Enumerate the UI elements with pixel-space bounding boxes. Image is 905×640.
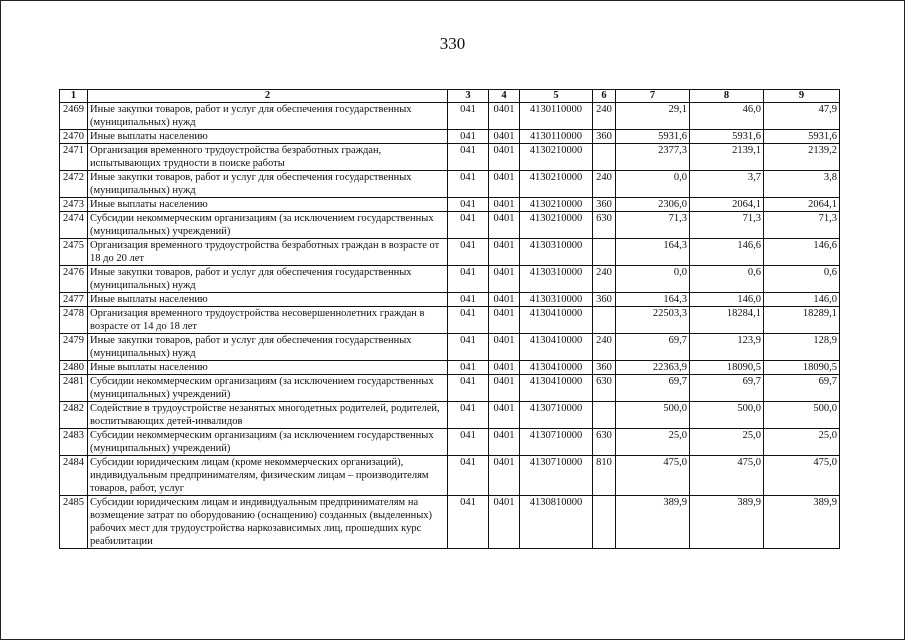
row-value-7: 0,0 bbox=[616, 266, 690, 293]
row-number: 2482 bbox=[60, 402, 88, 429]
row-name: Организация временного трудоустройства несовершеннолетних граждан в возрасте от 14 до 18 лет bbox=[88, 307, 448, 334]
table-row bbox=[60, 361, 840, 375]
row-name: Иные выплаты населению bbox=[88, 130, 448, 144]
row-col-3: 041 bbox=[448, 334, 489, 361]
row-col-3: 041 bbox=[448, 402, 489, 429]
row-name: Субсидии некоммерческим организациям (за исключением государственных (муниципальных) учреждений) bbox=[88, 212, 448, 239]
row-value-7: 29,1 bbox=[616, 103, 690, 130]
row-col-4: 0401 bbox=[489, 402, 520, 429]
row-value-7: 500,0 bbox=[616, 402, 690, 429]
row-value-7: 389,9 bbox=[616, 496, 690, 549]
row-value-9: 69,7 bbox=[764, 375, 840, 402]
table-row bbox=[60, 307, 840, 334]
row-col-5: 4130310000 bbox=[520, 266, 593, 293]
table-row bbox=[60, 334, 840, 361]
row-name: Организация временного трудоустройства безработных граждан, испытывающих трудности в поиске работы bbox=[88, 144, 448, 171]
table-row bbox=[60, 144, 840, 171]
row-col-4: 0401 bbox=[489, 375, 520, 402]
row-name: Иные закупки товаров, работ и услуг для обеспечения государственных (муниципальных) нужд bbox=[88, 266, 448, 293]
table-row bbox=[60, 375, 840, 402]
row-value-8: 69,7 bbox=[690, 375, 764, 402]
row-value-7: 2377,3 bbox=[616, 144, 690, 171]
row-col-6: 240 bbox=[593, 266, 616, 293]
table-body bbox=[60, 103, 840, 549]
header-col-6: 6 bbox=[593, 90, 616, 103]
row-value-8: 475,0 bbox=[690, 456, 764, 496]
header-col-8: 8 bbox=[690, 90, 764, 103]
row-number: 2472 bbox=[60, 171, 88, 198]
row-value-8: 123,9 bbox=[690, 334, 764, 361]
row-name: Иные закупки товаров, работ и услуг для обеспечения государственных (муниципальных) нужд bbox=[88, 334, 448, 361]
row-name: Субсидии юридическим лицам и индивидуальным предпринимателям на возмещение затрат по оборудованию (оснащению) созданных (выделенных) рабочих мест для трудоустройства наркозависимых лиц, прошедших курс реабилитации bbox=[88, 496, 448, 549]
row-col-4: 0401 bbox=[489, 429, 520, 456]
table-row bbox=[60, 429, 840, 456]
row-name: Иные закупки товаров, работ и услуг для обеспечения государственных (муниципальных) нужд bbox=[88, 171, 448, 198]
row-col-4: 0401 bbox=[489, 266, 520, 293]
row-value-9: 18090,5 bbox=[764, 361, 840, 375]
table-row bbox=[60, 103, 840, 130]
row-col-4: 0401 bbox=[489, 212, 520, 239]
row-col-5: 4130210000 bbox=[520, 198, 593, 212]
row-col-4: 0401 bbox=[489, 293, 520, 307]
row-number: 2473 bbox=[60, 198, 88, 212]
row-value-8: 3,7 bbox=[690, 171, 764, 198]
row-number: 2484 bbox=[60, 456, 88, 496]
row-value-9: 475,0 bbox=[764, 456, 840, 496]
row-col-5: 4130410000 bbox=[520, 375, 593, 402]
row-col-5: 4130310000 bbox=[520, 239, 593, 266]
row-number: 2478 bbox=[60, 307, 88, 334]
row-value-8: 5931,6 bbox=[690, 130, 764, 144]
header-col-2: 2 bbox=[88, 90, 448, 103]
row-value-9: 71,3 bbox=[764, 212, 840, 239]
row-col-5: 4130710000 bbox=[520, 456, 593, 496]
row-col-6: 360 bbox=[593, 361, 616, 375]
page-number: 330 bbox=[439, 34, 466, 53]
row-number: 2471 bbox=[60, 144, 88, 171]
row-value-8: 25,0 bbox=[690, 429, 764, 456]
row-value-9: 3,8 bbox=[764, 171, 840, 198]
row-col-5: 4130710000 bbox=[520, 402, 593, 429]
row-value-7: 164,3 bbox=[616, 239, 690, 266]
row-value-7: 69,7 bbox=[616, 334, 690, 361]
table-row bbox=[60, 402, 840, 429]
row-col-6 bbox=[593, 402, 616, 429]
row-col-3: 041 bbox=[448, 103, 489, 130]
row-col-6: 630 bbox=[593, 212, 616, 239]
row-name: Субсидии юридическим лицам (кроме некоммерческих организаций), индивидуальным предпринимателям, физическим лицам – производителям товаров, работ, услуг bbox=[88, 456, 448, 496]
row-number: 2477 bbox=[60, 293, 88, 307]
row-number: 2476 bbox=[60, 266, 88, 293]
row-name: Субсидии некоммерческим организациям (за исключением государственных (муниципальных) учреждений) bbox=[88, 429, 448, 456]
row-col-5: 4130110000 bbox=[520, 103, 593, 130]
row-col-3: 041 bbox=[448, 198, 489, 212]
row-value-8: 2064,1 bbox=[690, 198, 764, 212]
row-col-5: 4130210000 bbox=[520, 144, 593, 171]
row-value-9: 0,6 bbox=[764, 266, 840, 293]
row-col-6 bbox=[593, 496, 616, 549]
row-name: Субсидии некоммерческим организациям (за исключением государственных (муниципальных) учреждений) bbox=[88, 375, 448, 402]
row-col-4: 0401 bbox=[489, 496, 520, 549]
row-value-7: 0,0 bbox=[616, 171, 690, 198]
header-col-9: 9 bbox=[764, 90, 840, 103]
row-col-6: 630 bbox=[593, 429, 616, 456]
row-value-7: 22363,9 bbox=[616, 361, 690, 375]
row-value-9: 389,9 bbox=[764, 496, 840, 549]
row-col-3: 041 bbox=[448, 239, 489, 266]
row-number: 2469 bbox=[60, 103, 88, 130]
row-value-9: 47,9 bbox=[764, 103, 840, 130]
row-col-6: 240 bbox=[593, 334, 616, 361]
table-row bbox=[60, 456, 840, 496]
row-col-3: 041 bbox=[448, 144, 489, 171]
row-col-4: 0401 bbox=[489, 144, 520, 171]
table-row bbox=[60, 239, 840, 266]
row-number: 2475 bbox=[60, 239, 88, 266]
row-value-9: 25,0 bbox=[764, 429, 840, 456]
row-value-8: 18090,5 bbox=[690, 361, 764, 375]
row-col-5: 4130210000 bbox=[520, 212, 593, 239]
row-value-9: 146,6 bbox=[764, 239, 840, 266]
row-value-7: 22503,3 bbox=[616, 307, 690, 334]
row-col-6: 360 bbox=[593, 130, 616, 144]
row-value-9: 18289,1 bbox=[764, 307, 840, 334]
row-col-5: 4130410000 bbox=[520, 334, 593, 361]
row-value-9: 128,9 bbox=[764, 334, 840, 361]
row-number: 2480 bbox=[60, 361, 88, 375]
row-col-6: 240 bbox=[593, 171, 616, 198]
row-col-6: 810 bbox=[593, 456, 616, 496]
row-value-8: 500,0 bbox=[690, 402, 764, 429]
row-col-3: 041 bbox=[448, 266, 489, 293]
row-value-8: 18284,1 bbox=[690, 307, 764, 334]
row-value-7: 71,3 bbox=[616, 212, 690, 239]
table-row bbox=[60, 496, 840, 549]
table-row bbox=[60, 266, 840, 293]
row-value-7: 69,7 bbox=[616, 375, 690, 402]
row-name: Содействие в трудоустройстве незанятых многодетных родителей, родителей, воспитывающих детей-инвалидов bbox=[88, 402, 448, 429]
row-col-3: 041 bbox=[448, 361, 489, 375]
row-col-4: 0401 bbox=[489, 103, 520, 130]
row-value-7: 475,0 bbox=[616, 456, 690, 496]
header-col-1: 1 bbox=[60, 90, 88, 103]
row-col-6 bbox=[593, 307, 616, 334]
row-value-7: 5931,6 bbox=[616, 130, 690, 144]
row-col-3: 041 bbox=[448, 293, 489, 307]
row-value-8: 146,6 bbox=[690, 239, 764, 266]
row-value-7: 25,0 bbox=[616, 429, 690, 456]
header-col-4: 4 bbox=[489, 90, 520, 103]
row-col-6 bbox=[593, 239, 616, 266]
row-name: Иные выплаты населению bbox=[88, 361, 448, 375]
row-value-7: 2306,0 bbox=[616, 198, 690, 212]
row-value-9: 2139,2 bbox=[764, 144, 840, 171]
header-col-3: 3 bbox=[448, 90, 489, 103]
row-col-5: 4130810000 bbox=[520, 496, 593, 549]
row-col-4: 0401 bbox=[489, 171, 520, 198]
table-row bbox=[60, 130, 840, 144]
row-number: 2474 bbox=[60, 212, 88, 239]
row-value-8: 389,9 bbox=[690, 496, 764, 549]
row-value-7: 164,3 bbox=[616, 293, 690, 307]
row-name: Иные выплаты населению bbox=[88, 198, 448, 212]
header-col-7: 7 bbox=[616, 90, 690, 103]
row-col-3: 041 bbox=[448, 375, 489, 402]
row-col-6: 360 bbox=[593, 293, 616, 307]
table-header-row bbox=[60, 90, 840, 103]
row-col-5: 4130310000 bbox=[520, 293, 593, 307]
row-value-9: 2064,1 bbox=[764, 198, 840, 212]
row-col-4: 0401 bbox=[489, 334, 520, 361]
row-col-4: 0401 bbox=[489, 130, 520, 144]
row-col-3: 041 bbox=[448, 496, 489, 549]
row-col-5: 4130210000 bbox=[520, 171, 593, 198]
row-col-4: 0401 bbox=[489, 456, 520, 496]
row-value-8: 71,3 bbox=[690, 212, 764, 239]
row-col-4: 0401 bbox=[489, 239, 520, 266]
row-col-6: 240 bbox=[593, 103, 616, 130]
row-number: 2483 bbox=[60, 429, 88, 456]
row-number: 2470 bbox=[60, 130, 88, 144]
row-col-6: 630 bbox=[593, 375, 616, 402]
row-col-3: 041 bbox=[448, 171, 489, 198]
row-col-3: 041 bbox=[448, 307, 489, 334]
row-col-4: 0401 bbox=[489, 307, 520, 334]
row-name: Иные выплаты населению bbox=[88, 293, 448, 307]
header-col-5: 5 bbox=[520, 90, 593, 103]
row-col-3: 041 bbox=[448, 212, 489, 239]
budget-table bbox=[59, 89, 840, 549]
row-number: 2485 bbox=[60, 496, 88, 549]
row-number: 2481 bbox=[60, 375, 88, 402]
row-col-4: 0401 bbox=[489, 198, 520, 212]
row-col-6: 360 bbox=[593, 198, 616, 212]
row-value-8: 146,0 bbox=[690, 293, 764, 307]
table-row bbox=[60, 171, 840, 198]
row-value-9: 146,0 bbox=[764, 293, 840, 307]
row-value-8: 46,0 bbox=[690, 103, 764, 130]
table-row bbox=[60, 293, 840, 307]
row-col-6 bbox=[593, 144, 616, 171]
row-name: Организация временного трудоустройства безработных граждан в возрасте от 18 до 20 лет bbox=[88, 239, 448, 266]
row-col-3: 041 bbox=[448, 429, 489, 456]
row-value-9: 500,0 bbox=[764, 402, 840, 429]
row-name: Иные закупки товаров, работ и услуг для обеспечения государственных (муниципальных) нужд bbox=[88, 103, 448, 130]
row-value-9: 5931,6 bbox=[764, 130, 840, 144]
row-value-8: 0,6 bbox=[690, 266, 764, 293]
table-row bbox=[60, 198, 840, 212]
row-col-5: 4130110000 bbox=[520, 130, 593, 144]
row-col-5: 4130410000 bbox=[520, 361, 593, 375]
table-row bbox=[60, 212, 840, 239]
row-col-5: 4130410000 bbox=[520, 307, 593, 334]
row-value-8: 2139,1 bbox=[690, 144, 764, 171]
row-col-3: 041 bbox=[448, 456, 489, 496]
row-col-5: 4130710000 bbox=[520, 429, 593, 456]
row-col-4: 0401 bbox=[489, 361, 520, 375]
row-col-3: 041 bbox=[448, 130, 489, 144]
row-number: 2479 bbox=[60, 334, 88, 361]
